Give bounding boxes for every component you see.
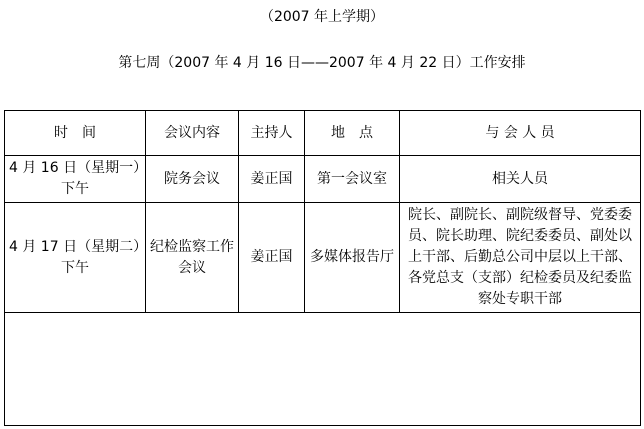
location-cell: 第一会议室 xyxy=(305,156,400,203)
table-header-row xyxy=(5,111,641,156)
date-text: 4 月 16 日（星期一） xyxy=(9,160,148,176)
content-cell: 院务会议 xyxy=(146,156,239,203)
column-header-location: 地 点 xyxy=(305,111,400,156)
time-cell xyxy=(5,203,146,313)
column-header-host: 主持人 xyxy=(239,111,305,156)
column-header-attendees: 与 会 人 员 xyxy=(400,111,641,156)
table-row xyxy=(5,203,641,313)
location-cell: 多媒体报告厅 xyxy=(305,203,400,313)
week-schedule-title: 第七周（2007 年 4 月 16 日——2007 年 4 月 22 日）工作安排 xyxy=(118,55,526,71)
empty-row xyxy=(5,313,641,426)
date-text: 4 月 17 日（星期二） xyxy=(9,238,148,255)
content-cell: 纪检监察工作会议 xyxy=(146,203,239,313)
column-header-time: 时 间 xyxy=(5,111,146,156)
time-cell xyxy=(5,156,146,203)
period-text: 下午 xyxy=(61,259,89,276)
attendees-cell: 院长、副院长、副院级督导、党委委员、院长助理、院纪委委员、副处以上干部、后勤总公司中层以上干部、各党总支（支部）纪检委员及纪委监察处专职干部 xyxy=(400,203,641,313)
semester-title: （2007 年上学期） xyxy=(259,9,385,25)
attendees-cell: 相关人员 xyxy=(400,156,641,203)
host-cell: 姜正国 xyxy=(239,203,305,313)
table-row xyxy=(5,156,641,203)
period-text: 下午 xyxy=(61,181,89,197)
host-cell: 姜正国 xyxy=(239,156,305,203)
column-header-content: 会议内容 xyxy=(146,111,239,156)
empty-cell xyxy=(5,313,641,426)
schedule-table xyxy=(4,110,641,426)
